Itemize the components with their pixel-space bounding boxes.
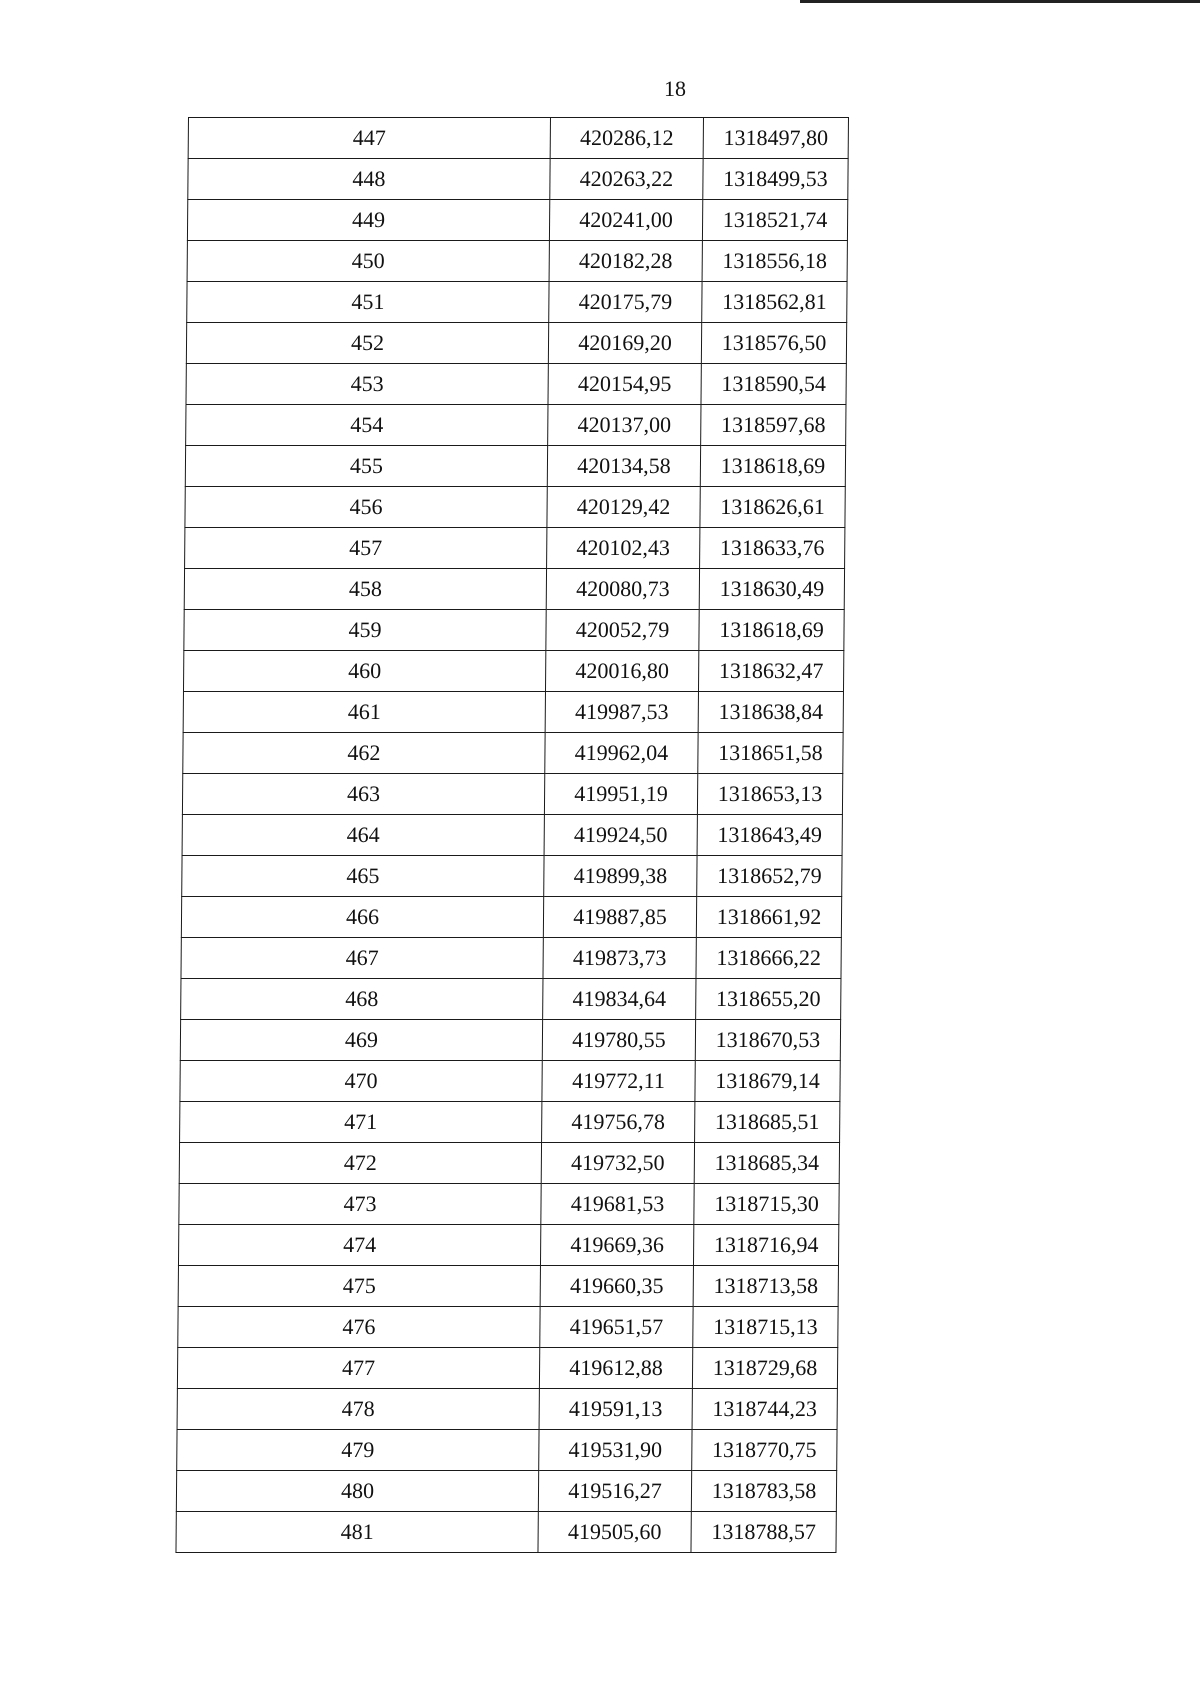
y-coordinate-cell: 1318679,14 (695, 1061, 840, 1102)
table-row (178, 1266, 838, 1307)
point-number-cell: 464 (182, 815, 544, 856)
table-row (181, 938, 841, 979)
table-row (180, 1061, 840, 1102)
table-row (178, 1307, 838, 1348)
x-coordinate-cell: 420134,58 (547, 446, 700, 487)
y-coordinate-cell: 1318618,69 (699, 610, 844, 651)
y-coordinate-cell: 1318576,50 (701, 323, 846, 364)
y-coordinate-cell: 1318783,58 (691, 1471, 836, 1512)
x-coordinate-cell: 419887,85 (543, 897, 696, 938)
table-row (177, 1348, 837, 1389)
table-row (176, 1471, 836, 1512)
table-row (187, 200, 847, 241)
x-coordinate-cell: 420182,28 (549, 241, 702, 282)
y-coordinate-cell: 1318521,74 (702, 200, 847, 241)
x-coordinate-cell: 419772,11 (542, 1061, 695, 1102)
x-coordinate-cell: 419756,78 (542, 1102, 695, 1143)
point-number-cell: 463 (182, 774, 544, 815)
x-coordinate-cell: 419987,53 (545, 692, 698, 733)
y-coordinate-cell: 1318685,51 (695, 1102, 840, 1143)
x-coordinate-cell: 419660,35 (540, 1266, 693, 1307)
y-coordinate-cell: 1318590,54 (701, 364, 846, 405)
x-coordinate-cell: 419899,38 (544, 856, 697, 897)
y-coordinate-cell: 1318638,84 (698, 692, 843, 733)
x-coordinate-cell: 419681,53 (541, 1184, 694, 1225)
y-coordinate-cell: 1318655,20 (696, 979, 841, 1020)
y-coordinate-cell: 1318652,79 (697, 856, 842, 897)
point-number-cell: 479 (177, 1430, 539, 1471)
table-row (183, 692, 843, 733)
x-coordinate-cell: 419951,19 (544, 774, 697, 815)
table-row (182, 774, 842, 815)
y-coordinate-cell: 1318715,13 (693, 1307, 838, 1348)
table-row (187, 282, 847, 323)
point-number-cell: 478 (177, 1389, 539, 1430)
coordinates-table (175, 117, 849, 1553)
x-coordinate-cell: 420286,12 (550, 118, 703, 159)
x-coordinate-cell: 420154,95 (548, 364, 701, 405)
y-coordinate-cell: 1318499,53 (703, 159, 848, 200)
table-row (182, 815, 842, 856)
y-coordinate-cell: 1318626,61 (700, 487, 845, 528)
x-coordinate-cell: 420169,20 (548, 323, 701, 364)
point-number-cell: 469 (180, 1020, 542, 1061)
y-coordinate-cell: 1318630,49 (699, 569, 844, 610)
point-number-cell: 460 (183, 651, 545, 692)
table-row (185, 528, 845, 569)
point-number-cell: 472 (179, 1143, 541, 1184)
y-coordinate-cell: 1318618,69 (700, 446, 845, 487)
x-coordinate-cell: 420137,00 (548, 405, 701, 446)
table-row (186, 364, 846, 405)
coordinates-table-body (176, 118, 849, 1553)
x-coordinate-cell: 419732,50 (541, 1143, 694, 1184)
y-coordinate-cell: 1318651,58 (698, 733, 843, 774)
y-coordinate-cell: 1318556,18 (702, 241, 847, 282)
point-number-cell: 453 (186, 364, 548, 405)
table-row (182, 856, 842, 897)
table-row (183, 651, 843, 692)
point-number-cell: 481 (176, 1512, 538, 1553)
table-row (181, 979, 841, 1020)
x-coordinate-cell: 420129,42 (547, 487, 700, 528)
y-coordinate-cell: 1318632,47 (698, 651, 843, 692)
table-row (179, 1184, 839, 1225)
table-row (181, 897, 841, 938)
y-coordinate-cell: 1318661,92 (696, 897, 841, 938)
table-row (185, 487, 845, 528)
top-edge-rule (800, 0, 1200, 3)
y-coordinate-cell: 1318597,68 (701, 405, 846, 446)
x-coordinate-cell: 420263,22 (550, 159, 703, 200)
point-number-cell: 449 (187, 200, 549, 241)
x-coordinate-cell: 420175,79 (549, 282, 702, 323)
x-coordinate-cell: 420052,79 (546, 610, 699, 651)
y-coordinate-cell: 1318788,57 (691, 1512, 836, 1553)
point-number-cell: 450 (187, 241, 549, 282)
table-row (188, 118, 848, 159)
point-number-cell: 452 (186, 323, 548, 364)
x-coordinate-cell: 419591,13 (539, 1389, 692, 1430)
table-row (185, 446, 845, 487)
point-number-cell: 465 (182, 856, 544, 897)
point-number-cell: 454 (186, 405, 548, 446)
y-coordinate-cell: 1318716,94 (693, 1225, 838, 1266)
y-coordinate-cell: 1318562,81 (702, 282, 847, 323)
y-coordinate-cell: 1318643,49 (697, 815, 842, 856)
table-row (184, 569, 844, 610)
x-coordinate-cell: 419516,27 (538, 1471, 691, 1512)
point-number-cell: 455 (185, 446, 547, 487)
point-number-cell: 447 (188, 118, 550, 159)
x-coordinate-cell: 420080,73 (546, 569, 699, 610)
x-coordinate-cell: 419669,36 (540, 1225, 693, 1266)
table-row (187, 241, 847, 282)
point-number-cell: 475 (178, 1266, 540, 1307)
table-row (176, 1512, 836, 1553)
table-row (177, 1430, 837, 1471)
point-number-cell: 459 (184, 610, 546, 651)
table-row (188, 159, 848, 200)
x-coordinate-cell: 420241,00 (549, 200, 702, 241)
y-coordinate-cell: 1318685,34 (694, 1143, 839, 1184)
point-number-cell: 466 (181, 897, 543, 938)
point-number-cell: 474 (178, 1225, 540, 1266)
table-row (179, 1143, 839, 1184)
table-row (183, 733, 843, 774)
page-number: 18 (664, 76, 686, 101)
point-number-cell: 468 (181, 979, 543, 1020)
x-coordinate-cell: 420102,43 (547, 528, 700, 569)
point-number-cell: 480 (176, 1471, 538, 1512)
y-coordinate-cell: 1318713,58 (693, 1266, 838, 1307)
table-row (178, 1225, 838, 1266)
x-coordinate-cell: 419531,90 (539, 1430, 692, 1471)
point-number-cell: 476 (178, 1307, 540, 1348)
x-coordinate-cell: 419924,50 (544, 815, 697, 856)
point-number-cell: 467 (181, 938, 543, 979)
x-coordinate-cell: 419651,57 (540, 1307, 693, 1348)
x-coordinate-cell: 419873,73 (543, 938, 696, 979)
point-number-cell: 451 (187, 282, 549, 323)
x-coordinate-cell: 419780,55 (542, 1020, 695, 1061)
point-number-cell: 477 (177, 1348, 539, 1389)
point-number-cell: 456 (185, 487, 547, 528)
table-row (180, 1020, 840, 1061)
y-coordinate-cell: 1318729,68 (692, 1348, 837, 1389)
x-coordinate-cell: 419505,60 (538, 1512, 691, 1553)
table-row (177, 1389, 837, 1430)
x-coordinate-cell: 419962,04 (545, 733, 698, 774)
y-coordinate-cell: 1318770,75 (692, 1430, 837, 1471)
table-row (186, 405, 846, 446)
y-coordinate-cell: 1318666,22 (696, 938, 841, 979)
table-row (184, 610, 844, 651)
point-number-cell: 448 (188, 159, 550, 200)
y-coordinate-cell: 1318653,13 (697, 774, 842, 815)
point-number-cell: 462 (183, 733, 545, 774)
y-coordinate-cell: 1318497,80 (703, 118, 848, 159)
x-coordinate-cell: 420016,80 (545, 651, 698, 692)
y-coordinate-cell: 1318744,23 (692, 1389, 837, 1430)
x-coordinate-cell: 419612,88 (539, 1348, 692, 1389)
x-coordinate-cell: 419834,64 (543, 979, 696, 1020)
y-coordinate-cell: 1318670,53 (695, 1020, 840, 1061)
y-coordinate-cell: 1318715,30 (694, 1184, 839, 1225)
point-number-cell: 458 (184, 569, 546, 610)
table-row (186, 323, 846, 364)
point-number-cell: 471 (180, 1102, 542, 1143)
y-coordinate-cell: 1318633,76 (700, 528, 845, 569)
point-number-cell: 473 (179, 1184, 541, 1225)
point-number-cell: 461 (183, 692, 545, 733)
point-number-cell: 470 (180, 1061, 542, 1102)
table-row (180, 1102, 840, 1143)
point-number-cell: 457 (185, 528, 547, 569)
